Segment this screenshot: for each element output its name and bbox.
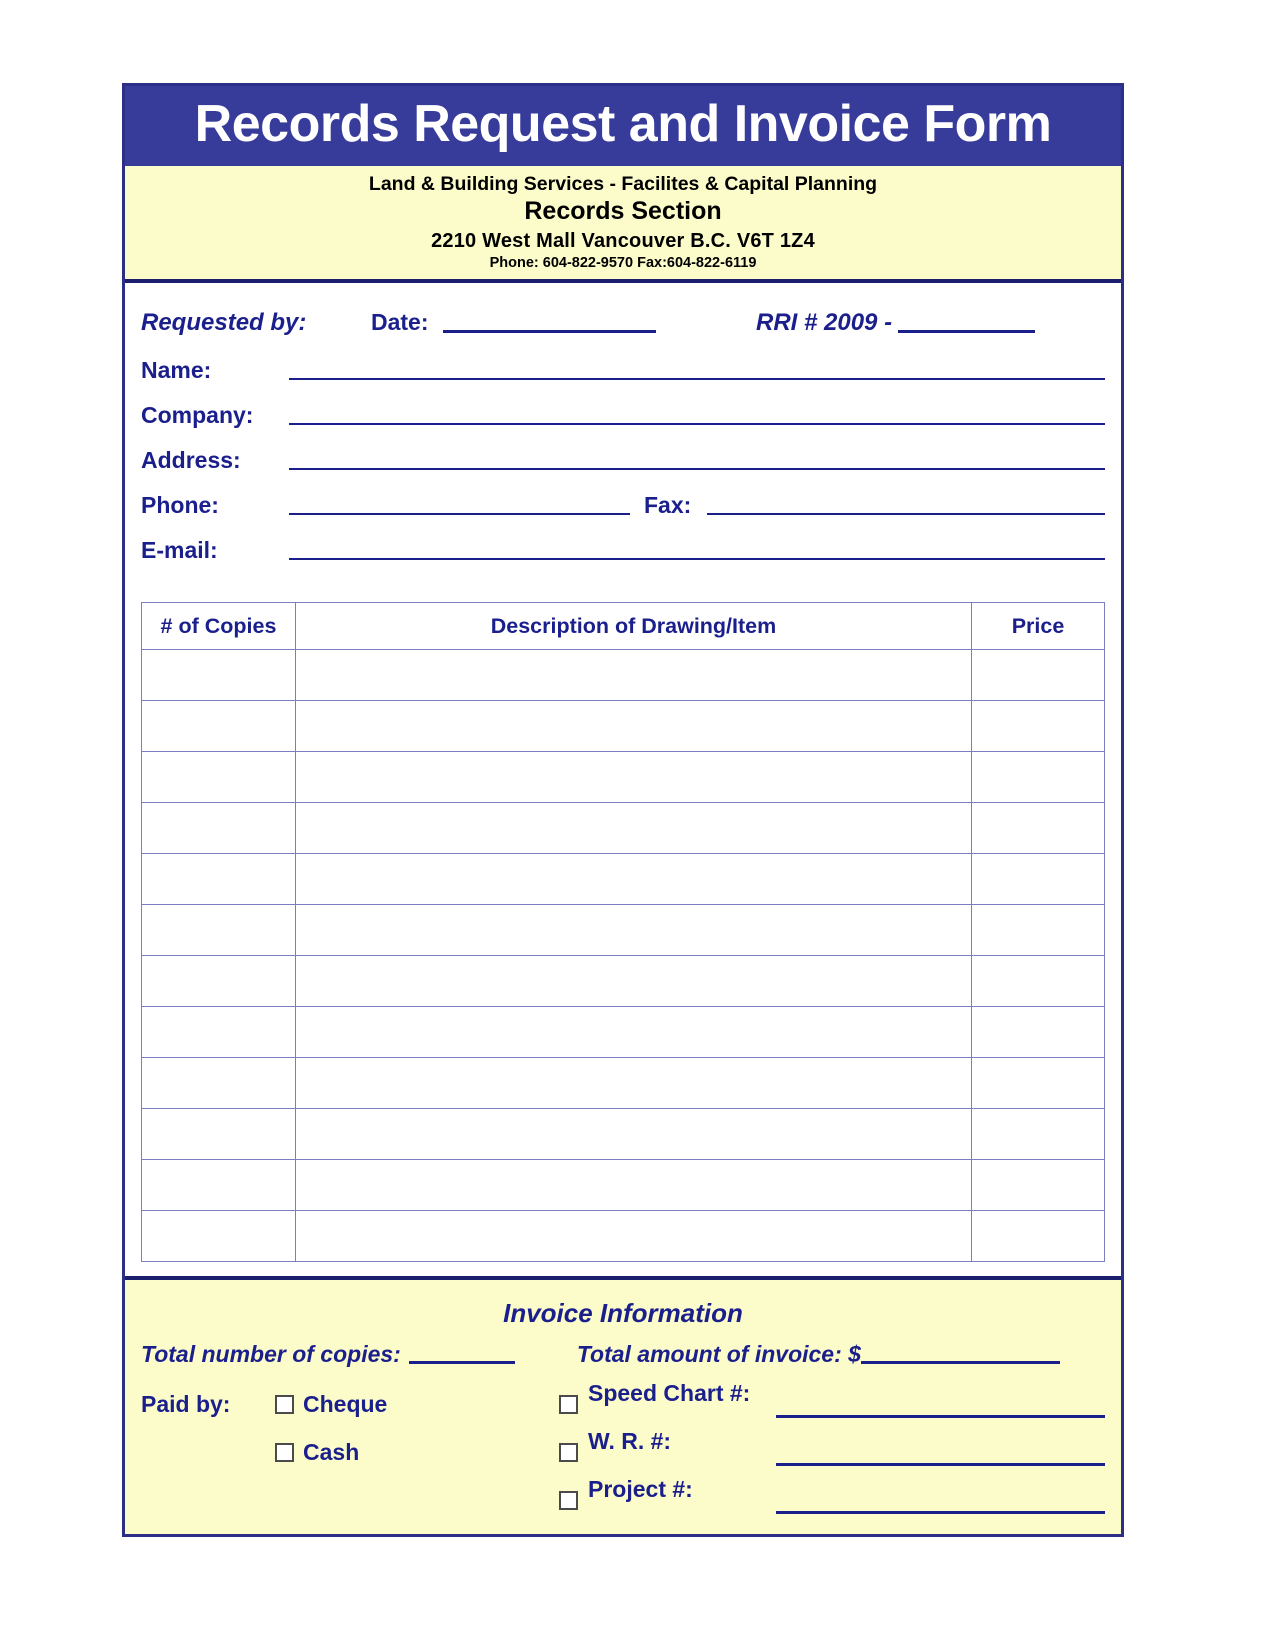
- total-copies-label: Total number of copies:: [141, 1341, 401, 1368]
- payment-grid: [141, 1380, 1105, 1524]
- table-row: [142, 854, 1105, 905]
- org-section-line: Records Section: [524, 197, 722, 226]
- cell-description[interactable]: [296, 905, 972, 956]
- cell-price[interactable]: [972, 956, 1105, 1007]
- invoice-information-title: Invoice Information: [503, 1298, 743, 1329]
- work-request-label: W. R. #:: [588, 1428, 672, 1455]
- cell-description[interactable]: [296, 956, 972, 1007]
- table-row: [142, 1160, 1105, 1211]
- address-field-row: [141, 447, 1105, 474]
- table-row: [142, 905, 1105, 956]
- table-row: [142, 956, 1105, 1007]
- cell-price[interactable]: [972, 1211, 1105, 1262]
- cell-copies[interactable]: [142, 854, 296, 905]
- requester-section: [125, 283, 1121, 594]
- fax-input[interactable]: [707, 513, 1105, 515]
- work-request-input[interactable]: [776, 1463, 1105, 1466]
- table-row: [142, 752, 1105, 803]
- checkbox-speed-chart-icon[interactable]: [559, 1395, 578, 1414]
- account-column: [559, 1380, 1105, 1524]
- cell-description[interactable]: [296, 854, 972, 905]
- phone-input[interactable]: [289, 513, 630, 515]
- rri-number-input[interactable]: [898, 330, 1035, 333]
- column-header-price: Price: [972, 603, 1105, 650]
- column-header-copies: # of Copies: [142, 603, 296, 650]
- work-request-row: [559, 1428, 1105, 1476]
- table-row: [142, 1007, 1105, 1058]
- rri-number-label: RRI # 2009 -: [756, 309, 893, 337]
- cell-price[interactable]: [972, 1109, 1105, 1160]
- payment-method-label-cash: Cash: [303, 1438, 360, 1465]
- phone-fax-field-row: [141, 492, 1105, 519]
- cell-price[interactable]: [972, 905, 1105, 956]
- project-number-input[interactable]: [776, 1511, 1105, 1514]
- column-header-description: Description of Drawing/Item: [296, 603, 972, 650]
- cell-copies[interactable]: [142, 1211, 296, 1262]
- cell-price[interactable]: [972, 1007, 1105, 1058]
- org-department-line: Land & Building Services - Facilites & Capital Planning: [368, 173, 878, 195]
- date-input[interactable]: [443, 330, 656, 333]
- cell-price[interactable]: [972, 650, 1105, 701]
- speed-chart-row: [559, 1380, 1105, 1428]
- cell-price[interactable]: [972, 1160, 1105, 1211]
- cell-description[interactable]: [296, 1058, 972, 1109]
- checkbox-work-request-icon[interactable]: [559, 1443, 578, 1462]
- cell-description[interactable]: [296, 752, 972, 803]
- cell-copies[interactable]: [142, 1109, 296, 1160]
- cell-description[interactable]: [296, 1160, 972, 1211]
- cell-copies[interactable]: [142, 956, 296, 1007]
- items-table-body: [142, 650, 1105, 1262]
- cell-description[interactable]: [296, 1211, 972, 1262]
- payment-method-cheque-row: [141, 1380, 559, 1428]
- cell-copies[interactable]: [142, 1007, 296, 1058]
- payment-method-label-cheque: Cheque: [303, 1390, 388, 1417]
- email-label: E-mail:: [141, 537, 218, 564]
- address-input[interactable]: [289, 468, 1105, 470]
- checkbox-cash-icon[interactable]: [275, 1443, 294, 1462]
- totals-row: [141, 1341, 1105, 1368]
- form-sheet: [122, 86, 1124, 1537]
- speed-chart-label: Speed Chart #:: [588, 1380, 751, 1407]
- cell-price[interactable]: [972, 803, 1105, 854]
- form-title-bar: [122, 83, 1124, 166]
- total-amount-label: Total amount of invoice: $: [576, 1341, 861, 1368]
- table-row: [142, 1058, 1105, 1109]
- cell-price[interactable]: [972, 1058, 1105, 1109]
- cell-price[interactable]: [972, 752, 1105, 803]
- cell-copies[interactable]: [142, 650, 296, 701]
- table-header-row: [142, 603, 1105, 650]
- page-title: Records Request and Invoice Form: [194, 95, 1052, 153]
- company-input[interactable]: [289, 423, 1105, 425]
- cell-copies[interactable]: [142, 803, 296, 854]
- org-contact-line: Phone: 604-822-9570 Fax:604-822-6119: [489, 254, 757, 271]
- payment-method-cash-row: [141, 1428, 559, 1476]
- table-row: [142, 650, 1105, 701]
- items-table-wrapper: [125, 594, 1121, 1262]
- table-row: [142, 1211, 1105, 1262]
- requester-top-row: [141, 309, 1105, 337]
- paid-by-label: Paid by:: [141, 1390, 231, 1417]
- cell-copies[interactable]: [142, 701, 296, 752]
- items-table: [141, 602, 1105, 1262]
- org-address-line: 2210 West Mall Vancouver B.C. V6T 1Z4: [431, 229, 815, 252]
- table-row: [142, 701, 1105, 752]
- total-amount-input[interactable]: [861, 1361, 1060, 1364]
- organization-header: [125, 166, 1121, 283]
- requested-by-heading: Requested by:: [141, 309, 307, 337]
- cell-description[interactable]: [296, 803, 972, 854]
- cell-description[interactable]: [296, 650, 972, 701]
- cell-price[interactable]: [972, 701, 1105, 752]
- cell-copies[interactable]: [142, 1160, 296, 1211]
- fax-label: Fax:: [644, 492, 692, 519]
- email-input[interactable]: [289, 558, 1105, 560]
- checkbox-cheque-icon[interactable]: [275, 1395, 294, 1414]
- date-label: Date:: [371, 309, 429, 336]
- items-table-head: [142, 603, 1105, 650]
- speed-chart-input[interactable]: [776, 1415, 1105, 1418]
- invoice-information-section: [125, 1276, 1121, 1534]
- project-number-label: Project #:: [588, 1476, 693, 1503]
- cell-price[interactable]: [972, 854, 1105, 905]
- company-label: Company:: [141, 402, 254, 429]
- cell-description[interactable]: [296, 1109, 972, 1160]
- project-number-row: [559, 1476, 1105, 1524]
- name-label: Name:: [141, 357, 212, 384]
- cell-description[interactable]: [296, 1007, 972, 1058]
- company-field-row: [141, 402, 1105, 429]
- cell-copies[interactable]: [142, 905, 296, 956]
- cell-copies[interactable]: [142, 752, 296, 803]
- table-row: [142, 803, 1105, 854]
- table-row: [142, 1109, 1105, 1160]
- email-field-row: [141, 537, 1105, 564]
- total-copies-input[interactable]: [409, 1361, 515, 1364]
- name-input[interactable]: [289, 378, 1105, 380]
- checkbox-project-icon[interactable]: [559, 1491, 578, 1510]
- phone-label: Phone:: [141, 492, 219, 519]
- address-label: Address:: [141, 447, 241, 474]
- payment-method-column: [141, 1380, 559, 1524]
- cell-copies[interactable]: [142, 1058, 296, 1109]
- name-field-row: [141, 357, 1105, 384]
- cell-description[interactable]: [296, 701, 972, 752]
